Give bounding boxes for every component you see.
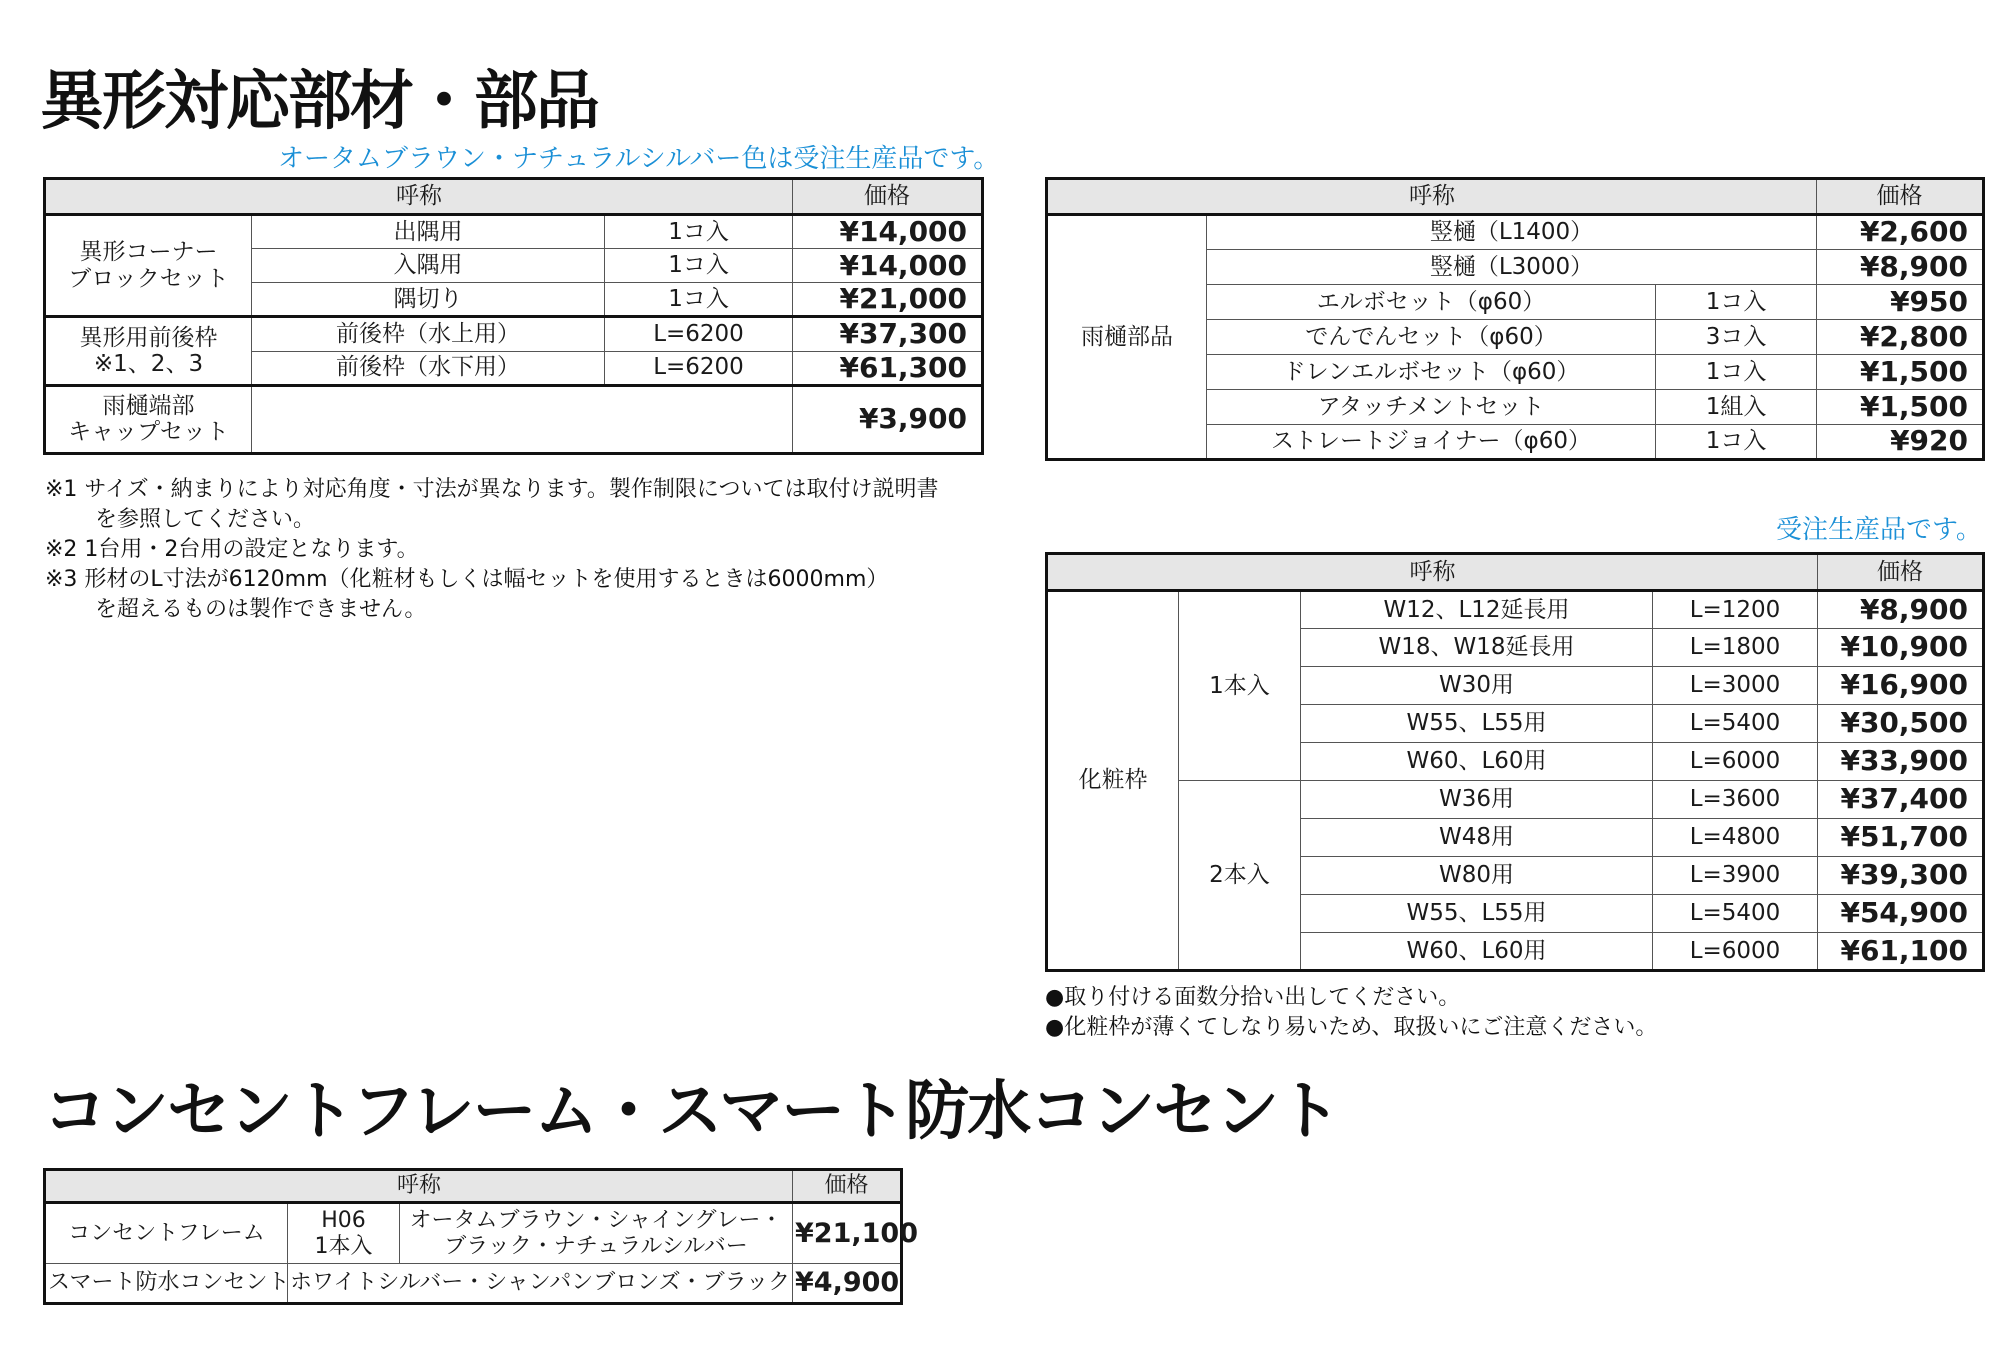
item-name: 前後枠（水下用） [252, 351, 605, 385]
item-price: ¥30,500 [1818, 705, 1984, 743]
table-row [45, 1264, 902, 1304]
item-name: 前後枠（水上用） [252, 317, 605, 351]
item-price: ¥3,900 [793, 385, 983, 453]
item-qty: L=6200 [605, 317, 793, 351]
item-price: ¥920 [1817, 425, 1984, 460]
table-row [1047, 215, 1984, 250]
outlet-spec: H06 1本入 [288, 1203, 400, 1264]
item-name: W55、L55用 [1301, 705, 1653, 743]
item-price: ¥39,300 [1818, 857, 1984, 895]
item-length: L=4800 [1653, 819, 1818, 857]
item-price: ¥8,900 [1817, 250, 1984, 285]
item-name: アタッチメントセット [1207, 390, 1656, 425]
group-label: 雨樋部品 [1047, 215, 1207, 460]
section-title-parts: 異形対応部材・部品 [40, 65, 598, 139]
item-price: ¥950 [1817, 285, 1984, 320]
item-name: W12、L12延長用 [1301, 591, 1653, 629]
item-price: ¥8,900 [1818, 591, 1984, 629]
item-name: W36用 [1301, 781, 1653, 819]
note-line: ※1 サイズ・納まりにより対応角度・寸法が異なります。製作制限については取付け説明書 [45, 477, 939, 502]
item-length: L=6000 [1653, 933, 1818, 971]
header-price: 価格 [1817, 179, 1984, 215]
item-price: ¥1,500 [1817, 390, 1984, 425]
note-line: ※3 形材のL寸法が6120mm（化粧材もしくは幅セットを使用するときは6000mm） [45, 567, 889, 592]
item-name: W55、L55用 [1301, 895, 1653, 933]
group-label: 化粧枠 [1047, 591, 1179, 971]
item-qty: 1コ入 [605, 215, 793, 249]
subgroup-label: 2本入 [1179, 781, 1301, 971]
outlet-colors: ホワイトシルバー・シャンパンブロンズ・ブラック [288, 1264, 793, 1304]
item-price: ¥21,000 [793, 283, 983, 317]
section-title-outlet: コンセントフレーム・スマート防水コンセント [43, 1075, 1340, 1149]
item-price: ¥14,000 [793, 249, 983, 283]
outlet-price: ¥4,900 [793, 1264, 902, 1304]
item-name: W18、W18延長用 [1301, 629, 1653, 667]
item-name: 竪樋（L1400） [1207, 215, 1817, 250]
item-name: でんでんセット（φ60） [1207, 320, 1656, 355]
table-row [1047, 591, 1984, 629]
table-row [1047, 781, 1984, 819]
item-name: W30用 [1301, 667, 1653, 705]
header-price: 価格 [1818, 554, 1984, 591]
color-order-note: オータムブラウン・ナチュラルシルバー色は受注生産品です。 [278, 144, 1000, 174]
note-line: を超えるものは製作できません。 [95, 597, 427, 622]
outlet-colors: オータムブラウン・シャイングレー・ ブラック・ナチュラルシルバー [400, 1203, 793, 1264]
item-qty: L=6200 [605, 351, 793, 385]
item-qty: 1コ入 [605, 249, 793, 283]
item-qty: 3コ入 [1656, 320, 1817, 355]
item-price: ¥37,300 [793, 317, 983, 351]
note-line: を参照してください。 [95, 507, 316, 532]
item-price: ¥10,900 [1818, 629, 1984, 667]
item-name: エルボセット（φ60） [1207, 285, 1656, 320]
table-row [45, 1203, 902, 1264]
note-line: ※2 1台用・2台用の設定となります。 [45, 537, 419, 562]
notes-frame [1045, 983, 1657, 1043]
order-only-note: 受注生産品です。 [1776, 515, 1982, 545]
decorative-frame-table [1045, 552, 1985, 972]
outlet-price: ¥21,100 [793, 1203, 902, 1264]
item-length: L=5400 [1653, 895, 1818, 933]
note-line: ●取り付ける面数分拾い出してください。 [1045, 985, 1461, 1010]
item-name: 出隅用 [252, 215, 605, 249]
item-length: L=3900 [1653, 857, 1818, 895]
outlet-name: スマート防水コンセント [45, 1264, 288, 1304]
item-length: L=5400 [1653, 705, 1818, 743]
item-price: ¥54,900 [1818, 895, 1984, 933]
item-price: ¥1,500 [1817, 355, 1984, 390]
item-length: L=3000 [1653, 667, 1818, 705]
item-price: ¥61,300 [793, 351, 983, 385]
item-price: ¥2,800 [1817, 320, 1984, 355]
header-name: 呼称 [1047, 179, 1817, 215]
item-length: L=6000 [1653, 743, 1818, 781]
item-length: L=1200 [1653, 591, 1818, 629]
item-price: ¥61,100 [1818, 933, 1984, 971]
item-name: ドレンエルボセット（φ60） [1207, 355, 1656, 390]
item-name: ストレートジョイナー（φ60） [1207, 425, 1656, 460]
notes-left [45, 475, 938, 625]
item-name: W80用 [1301, 857, 1653, 895]
group-label: 異形用前後枠 ※1、2、3 [45, 317, 252, 385]
item-price: ¥14,000 [793, 215, 983, 249]
item-qty: 1コ入 [1656, 285, 1817, 320]
parts-price-table [43, 177, 984, 455]
empty-cell [252, 385, 793, 453]
item-name: 入隅用 [252, 249, 605, 283]
item-price: ¥37,400 [1818, 781, 1984, 819]
table-row [45, 385, 983, 453]
header-price: 価格 [793, 1170, 902, 1203]
header-name: 呼称 [45, 179, 793, 215]
item-qty: 1コ入 [605, 283, 793, 317]
item-name: 隅切り [252, 283, 605, 317]
gutter-parts-table [1045, 177, 1985, 461]
note-line: ●化粧枠が薄くてしなり易いため、取扱いにご注意ください。 [1045, 1015, 1658, 1040]
group-label: 異形コーナー ブロックセット [45, 215, 252, 317]
table-row [45, 215, 983, 249]
header-name: 呼称 [45, 1170, 793, 1203]
item-length: L=1800 [1653, 629, 1818, 667]
item-name: W60、L60用 [1301, 743, 1653, 781]
item-price: ¥33,900 [1818, 743, 1984, 781]
item-qty: 1組入 [1656, 390, 1817, 425]
item-name: W48用 [1301, 819, 1653, 857]
table-row [45, 317, 983, 351]
outlet-name: コンセントフレーム [45, 1203, 288, 1264]
item-price: ¥2,600 [1817, 215, 1984, 250]
item-qty: 1コ入 [1656, 355, 1817, 390]
outlet-price-table [43, 1168, 918, 1305]
item-price: ¥16,900 [1818, 667, 1984, 705]
header-price: 価格 [793, 179, 983, 215]
item-name: 竪樋（L3000） [1207, 250, 1817, 285]
group-label: 雨樋端部 キャップセット [45, 385, 252, 453]
item-length: L=3600 [1653, 781, 1818, 819]
header-name: 呼称 [1047, 554, 1818, 591]
item-price: ¥51,700 [1818, 819, 1984, 857]
item-name: W60、L60用 [1301, 933, 1653, 971]
subgroup-label: 1本入 [1179, 591, 1301, 781]
item-qty: 1コ入 [1656, 425, 1817, 460]
